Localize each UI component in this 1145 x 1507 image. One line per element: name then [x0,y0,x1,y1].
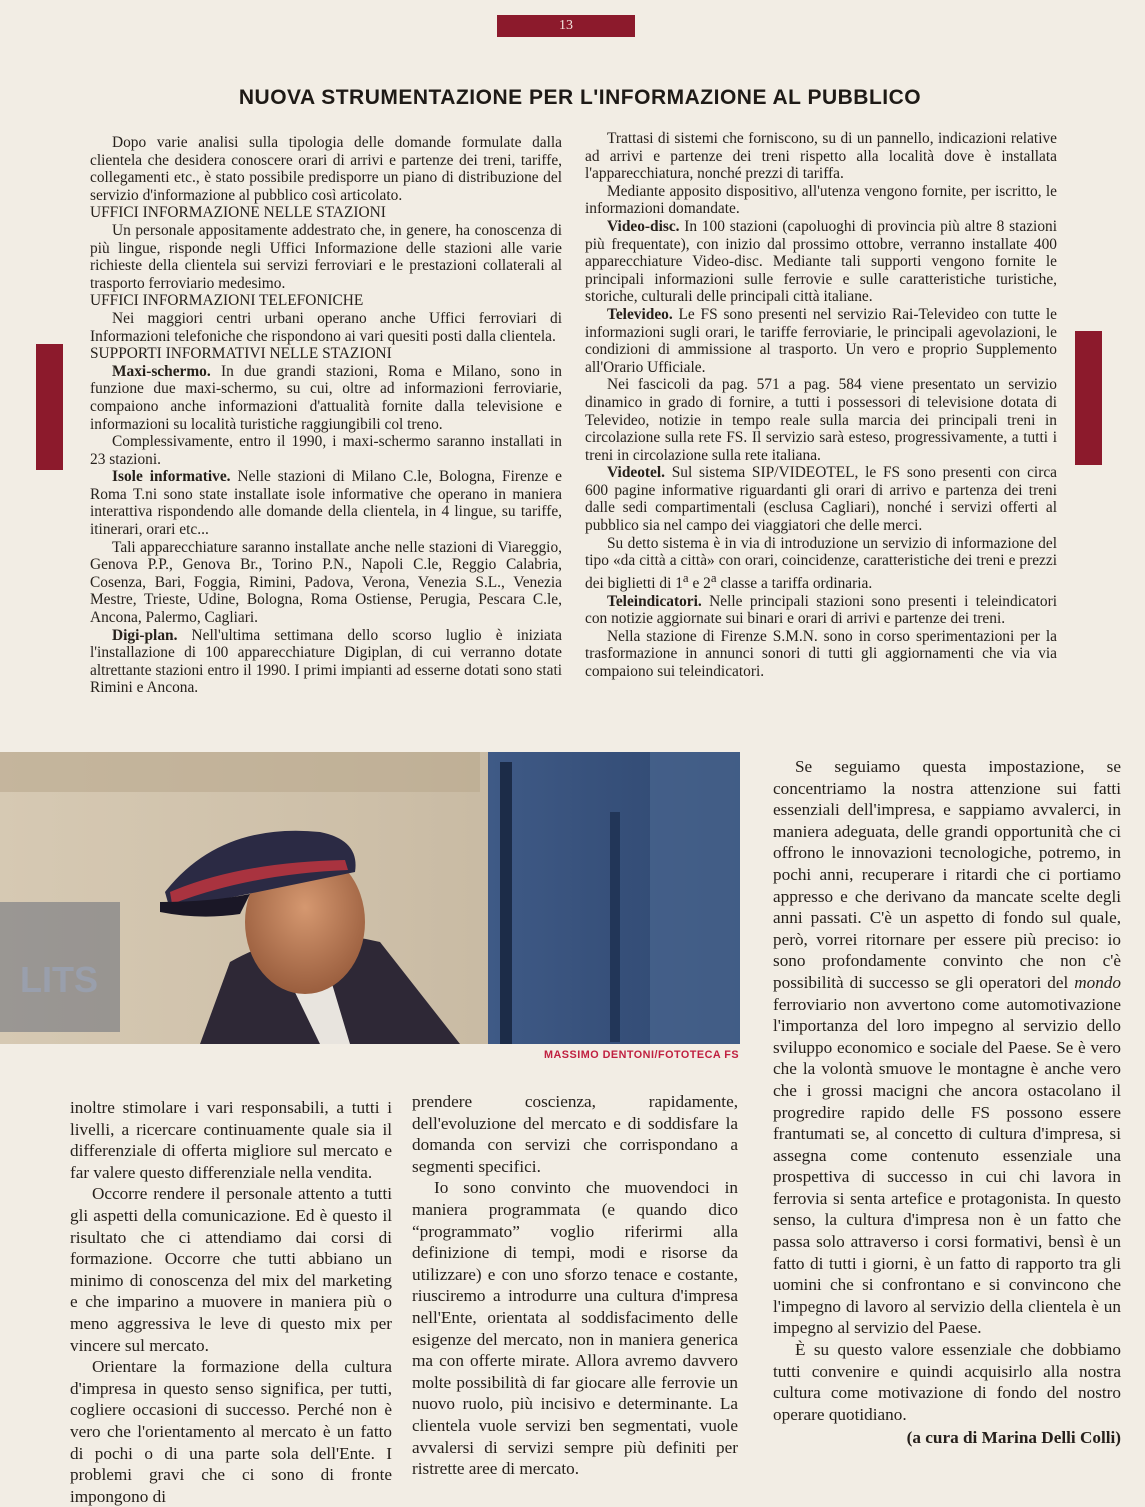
door-handle-rail [610,812,620,1042]
article-signature: (a cura di Marina Delli Colli) [906,1428,1121,1448]
paragraph: Se seguiamo questa impostazione, se concentriamo la nostra attenzione sui fatti essenziali dell'impresa, e sappiamo avvalerci, in maniera adeguata, delle grandi opportunità che ci offrono le innovazioni tecnologiche, potremo, in pochi anni, recuperare i ritardi che ci portiamo appresso e che derivano da mancate scelte degli anni passati. C'è un aspetto di fondo sul quale, però, vorrei ritornare per essere più preciso: io sono profondamente convinto che non c'è possibilità di successo se gli operatori del mondo ferroviario non avvertono come automotivazione l'importanza del loro impegno al servizio dello sviluppo economico e sociale del Paese. Se è vero che la volontà smuove le montagne è anche vero che i grossi macigni che ancora ostacolano il progredire rapido delle FS possono essere frantumati se, al concetto di cultura d'impresa, si assegna come contenuto essenziale una prospettiva di successo in cui chi lavora in ferrovia si senta artefice e protagonista. In questo senso, la cultura d'impresa non è un fatto che passa solo attraverso i corsi formativi, bensì è un fatto di tutti i giorni, è un fatto di rapporto tra gli uomini che si confrontano e si convincono che l'impegno di lavoro al servizio della clientela è un impegno al servizio del Paese. [773,757,1121,1338]
paragraph-lead: Teleindicatori. [607,592,702,610]
article-title: NUOVA STRUMENTAZIONE PER L'INFORMAZIONE AL PUBBLICO [238,86,922,109]
paragraph: Videotel. Sul sistema SIP/VIDEOTEL, le FS sono presenti con circa 600 pagine informative riguardanti gli orari di arrivo e partenza dei treni dalle sedi compartimentali (esclusa Cagliari), nonché i servizi offerti al pubblico sia nel campo dei viaggiatori che delle merci. [585,464,1057,535]
column-5 [773,756,1121,1449]
paragraph: Un personale appositamente addestrato che, in genere, ha conoscenza di più lingue, risponde negli Uffici Informazione delle stazioni alle varie richieste della clientela sui servizi ferroviari e le prestazioni collaterali al trasporto ferroviario medesimo. [90,221,562,292]
train-roof-band [0,752,480,792]
accent-bar-right [1075,331,1102,465]
paragraph: Video-disc. In 100 stazioni (capoluoghi di provincia più altre 8 stazioni più frequentate), con inizio dal prossimo ottobre, verranno installate 400 apparecchiature Video-disc. Mediante tali supporti vengono fornite le principali informazioni sulle ferrovie e sulle caratteristiche turistiche, storiche, culturali delle principali città italiane. [585,217,1057,306]
column-4 [412,1091,738,1480]
door-frame-edge [500,762,512,1044]
paragraph: È su questo valore essenziale che dobbiamo tutti convenire e quindi acquisirlo alla nostra cultura come motivazione di fondo del nostro operare quotidiano. [773,1340,1121,1424]
section-heading: UFFICI INFORMAZIONE NELLE STAZIONI [90,204,386,222]
column-2 [585,130,1057,681]
paragraph-lead: Maxi-schermo. [112,362,211,380]
paragraph: prendere coscienza, rapidamente, dell'evoluzione del mercato e di soddisfare la domanda con servizi che corrispondano a segmenti specifici. [412,1092,738,1176]
paragraph: Isole informative. Nelle stazioni di Milano C.le, Bologna, Firenze e Roma T.ni sono state installate isole informative che operano in maniera interattiva rispondendo alle domande della clientela, in 4 lingue, su tariffe, itinerari, orari etc... [90,468,562,539]
paragraph-lead: Isole informative. [112,468,231,486]
train-lettering: LITS [20,959,98,1000]
paragraph: Maxi-schermo. In due grandi stazioni, Roma e Milano, sono in funzione due maxi-schermo, su cui, oltre ad informazioni ferroviarie, compaiono anche informazioni d'attualità fornite dalla televisione e informazioni su località turistiche raggiungibili col treno. [90,362,562,433]
paragraph: Teleindicatori. Nelle principali stazioni sono presenti i teleindicatori con notizie aggiornate sui binari e orari di arrivi e partenze dei treni. [585,592,1057,628]
paragraph: Orientare la formazione della cultura d'impresa in questo senso significa, per tutti, cogliere occasioni di successo. Perché non è vero che l'orientamento al mercato è un fatto di pochi o di una parte sola dell'Ente. I problemi gravi che ci sono di fronte impongono di [70,1357,392,1506]
section-heading: UFFICI INFORMAZIONI TELEFONICHE [90,292,364,310]
paragraph-lead: Videotel. [607,464,665,482]
paragraph: Dopo varie analisi sulla tipologia delle domande formulate dalla clientela che desidera conoscere orari di arrivi e partenze dei treni, tariffe, collegamenti etc., è stato possibile predisporre un piano di distribuzione del servizio d'informazione al pubblico così articolato. [90,134,562,204]
paragraph: Complessivamente, entro il 1990, i maxi-schermo saranno installati in 23 stazioni. [90,433,562,468]
accent-bar-left [36,344,63,470]
paragraph: Tali apparecchiature saranno installate anche nelle stazioni di Viareggio, Genova P.P., Genova Br., Torino P.N., Napoli C.le, Reggio Calabria, Cosenza, Bari, Foggia, Rimini, Padova, Verona, Venezia S.L., Venezia Mestre, Trieste, Udine, Bologna, Roma Ostiense, Perugia, Pescara C.le, Ancona, Palermo, Cagliari. [90,538,562,627]
paragraph-lead: Video-disc. [607,217,680,235]
paragraph-lead: Televideo. [607,305,673,323]
door-panel [650,752,740,1044]
paragraph: Nella stazione di Firenze S.M.N. sono in corso sperimentazioni per la trasformazione in annunci sonori di tutti gli aggiornamenti che via via compaiono sui teleindicatori. [585,627,1057,680]
column-1 [90,134,562,697]
paragraph: Nei fascicoli da pag. 571 a pag. 584 viene presentato un servizio dinamico in grado di fornire, a tutti i possessori di televisione dotata di Televideo, notizie in tempo reale sulla marcia dei principali treni in circolazione sulla rete FS. Il servizio sarà esteso, progressivamente, a tutti i treni in circolazione sulla rete italiana. [585,376,1057,464]
paragraph: Su detto sistema è in via di introduzione un servizio di informazione del tipo «da città a città» con orari, coincidenze, caratteristiche dei treni e prezzi dei biglietti di 1$^a$ e 2$^a$ classe a tariffa ordinaria. [585,534,1057,592]
paragraph: Nei maggiori centri urbani operano anche Uffici ferroviari di Informazioni telefoniche che rispondono ai vari quesiti posti dalla clientela. [90,309,562,345]
paragraph: Trattasi di sistemi che forniscono, su di un pannello, indicazioni relative ad arrivi e partenze dei treni rispetto alla località dove è installata l'apparecchiatura, nonché prezzi di tariffa. [585,130,1057,183]
page-number: 13 [497,15,635,37]
conductor-photo [0,752,740,1044]
paragraph-lead: Digi-plan. [112,626,178,644]
paragraph: Io sono convinto che muovendoci in maniera programmata (e quando dico “programmato” voglio riferirmi alla definizione di tempi, modi e risorse da utilizzare) e con uno sforzo tenace e costante, riusciremo a introdurre una cultura d'impresa nell'Ente, orientata al soddisfacimento delle esigenze del mercato, non in maniera generica ma con offerte mirate. Allora avremo davvero molte possibilità di far giocare alle ferrovie un nuovo ruolo, più incisivo e determinante. La clientela vuole servizi ben segmentati, vuole avvalersi di servizi sempre più definiti per ristrette aree di mercato. [412,1178,738,1479]
paragraph: inoltre stimolare i vari responsabili, a tutti i livelli, a ricercare continuamente quale sia il differenziale di offerta migliore sul mercato e far valere questo differenziale nella vendita. [70,1098,392,1182]
conductor-illustration [0,752,740,1044]
paragraph: Digi-plan. Nell'ultima settimana dello scorso luglio è iniziata l'installazione di 100 apparecchiature Digiplan, di cui verranno dotate altrettante stazioni entro il 1990. I primi impianti ad esserne dotati sono stati Rimini e Ancona. [90,626,562,697]
column-3 [70,1097,392,1507]
photo-credit: MASSIMO DENTONI/FOTOTECA FS [544,1049,740,1061]
paragraph: Occorre rendere il personale attento a tutti gli aspetti della comunicazione. Ed è questo il risultato che ci attendiamo dai corsi di formazione. Occorre che tutti abbiano un minimo di conoscenza del mix del marketing e che imparino a muovere in maniera più o meno aggressiva le leve di questo mix per vincere sul mercato. [70,1184,392,1355]
paragraph: Mediante apposito dispositivo, all'utenza vengono fornite, per iscritto, le informazioni domandate. [585,182,1057,218]
paragraph: Televideo. Le FS sono presenti nel servizio Rai-Televideo con tutte le informazioni sugli orari, le tariffe ferroviarie, le principali agevolazioni, le condizioni di ammissione al trasporto. Un vero e proprio Supplemento all'Orario Ufficiale. [585,305,1057,376]
section-heading: SUPPORTI INFORMATIVI NELLE STAZIONI [90,345,392,363]
